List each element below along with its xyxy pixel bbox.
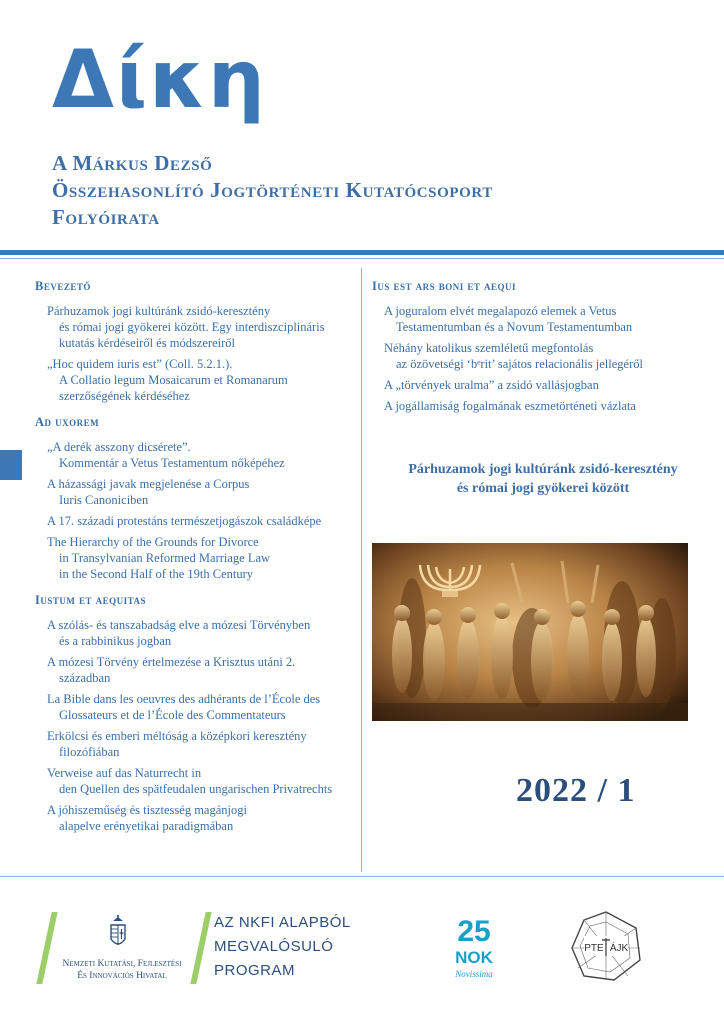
toc-entry[interactable] (372, 303, 712, 335)
toc-entry-line: in Transylvanian Reformed Marriage Law (59, 551, 271, 565)
pte-right-text: ÁJK (609, 943, 629, 954)
toc-section (35, 279, 355, 404)
program-line: PROGRAM (214, 962, 296, 979)
pte-ajk-logo (570, 910, 642, 982)
feature-title-line: és római jogi gyökerei között (456, 481, 630, 496)
toc-entry[interactable] (35, 513, 355, 529)
toc-entry[interactable] (35, 728, 355, 760)
toc-entry[interactable] (35, 356, 355, 404)
green-slash-decoration (190, 912, 211, 984)
toc-entry-line: Erkölcsi és emberi méltóság a középkori keresztény (47, 729, 307, 743)
nok-number: 25 (457, 915, 491, 948)
journal-title: Δίκη (52, 33, 267, 126)
section-heading: Ad uxorem (35, 415, 100, 429)
toc-entry-line: A szólás- és tanszabadság elve a mózesi Törvényben (47, 618, 311, 632)
side-marker (0, 450, 22, 480)
toc-entry-line: in the Second Half of the 19th Century (59, 567, 254, 581)
pte-left-text: PTE (584, 943, 604, 954)
toc-entry-line: Párhuzamok jogi kultúránk zsidó-keresztény (47, 304, 271, 318)
toc-entry[interactable] (35, 654, 355, 686)
toc-entry-line: A mózesi Törvény értelmezése a Krisztus utáni 2. (47, 655, 296, 669)
toc-entry-line: kutatás kérdéseiről és módszereiről (59, 336, 235, 350)
nkfih-line: Nemzeti Kutatási, Fejlesztési (62, 959, 182, 969)
toc-entry-line: filozófiában (59, 745, 120, 759)
toc-entry-line: alapelve erényetikai paradigmában (59, 819, 234, 833)
nkfih-line: És Innovációs Hivatal (77, 971, 167, 981)
header-rule-thin (0, 258, 724, 259)
toc-entry[interactable] (35, 439, 355, 471)
nkfi-program-label (214, 911, 351, 983)
toc-entry-line: Glossateurs et de l’École des Commentateurs (59, 708, 286, 722)
toc-entry[interactable] (372, 398, 712, 414)
journal-subtitle (52, 150, 493, 231)
nkfih-label (62, 958, 182, 982)
toc-entry-line: szerzőségének kérdéséhez (59, 389, 190, 403)
toc-entry-line: A joguralom elvét megalapozó elemek a Vetus (384, 304, 617, 318)
section-heading: Iustum et aequitas (35, 593, 146, 607)
toc-entry[interactable] (35, 691, 355, 723)
toc-entry[interactable] (35, 617, 355, 649)
toc-entry[interactable] (35, 802, 355, 834)
header-rule (0, 250, 724, 255)
toc-entry-line: A jogállamiság fogalmának eszmetörténeti vázlata (384, 399, 636, 413)
toc-section (35, 415, 355, 582)
toc-left-column (35, 279, 355, 839)
section-heading: Bevezető (35, 279, 91, 293)
subtitle-line: A Márkus Dezső (52, 151, 213, 175)
toc-entry-line: az özövetségi ‘bᵉrit’ sajátos relacionális jellegéről (396, 357, 643, 371)
toc-entry-line: The Hierarchy of the Grounds for Divorce (47, 535, 259, 549)
toc-right-column (372, 279, 712, 419)
toc-entry-line: A jóhiszeműség és tisztesség magánjogi (47, 803, 247, 817)
toc-entry-line: Kommentár a Vetus Testamentum nőképéhez (59, 456, 285, 470)
section-heading: Ius est ars boni et aequi (372, 279, 517, 293)
toc-entry[interactable] (35, 303, 355, 351)
toc-entry-line: „Hoc quidem iuris est” (Coll. 5.2.1.). (47, 357, 233, 371)
toc-entry-line: Testamentumban és a Novum Testamentumban (396, 320, 633, 334)
toc-entry-line: A házassági javak megjelenése a Corpus (47, 477, 250, 491)
toc-entry-line: A 17. századi protestáns természetjogászok családképe (47, 514, 322, 528)
feature-title-line: Párhuzamok jogi kultúránk zsidó-keresztény (408, 462, 678, 477)
subtitle-line: Összehasonlító Jogtörténeti Kutatócsoport (52, 178, 493, 202)
toc-entry-line: és római jogi gyökerei között. Egy interdiszciplináris (59, 320, 325, 334)
toc-section (372, 279, 712, 414)
toc-entry-line: Iuris Canoniciben (59, 493, 149, 507)
issue-number: 2022 / 1 (516, 772, 636, 809)
toc-entry-line: Verweise auf das Naturrecht in (47, 766, 202, 780)
toc-entry-line: és a rabbinikus jogban (59, 634, 172, 648)
nok-novissima-logo (442, 911, 506, 987)
toc-entry-line: Néhány katolikus szemléletű megfontolás (384, 341, 594, 355)
toc-entry[interactable] (35, 765, 355, 797)
column-divider (361, 268, 362, 872)
toc-entry-line: den Quellen des spätfeudalen ungarischen Privatrechts (59, 782, 333, 796)
toc-entry-line: században (59, 671, 111, 685)
toc-entry-line: „A derék asszony dicsérete”. (47, 440, 191, 454)
program-line: MEGVALÓSULÓ (214, 938, 334, 955)
nok-tagline: Novissima (455, 969, 493, 979)
toc-entry[interactable] (35, 534, 355, 582)
toc-entry[interactable] (372, 340, 712, 372)
nok-letters: NOK (455, 948, 493, 967)
program-line: AZ NKFI ALAPBÓL (214, 914, 351, 931)
feature-title (362, 460, 724, 498)
toc-entry-line: A „törvények uralma” a zsidó vallásjogban (384, 378, 599, 392)
hungarian-coat-of-arms-icon (108, 915, 128, 951)
toc-entry-line: A Collatio legum Mosaicarum et Romanarum (59, 373, 288, 387)
toc-entry-line: La Bible dans les oeuvres des adhérants de l’École des (47, 692, 321, 706)
toc-entry[interactable] (372, 377, 712, 393)
footer-rule (0, 876, 724, 877)
toc-section (35, 593, 355, 834)
green-slash-decoration (36, 912, 57, 984)
subtitle-line: Folyóirata (52, 205, 160, 229)
arch-of-titus-relief-image (372, 543, 688, 721)
toc-entry[interactable] (35, 476, 355, 508)
